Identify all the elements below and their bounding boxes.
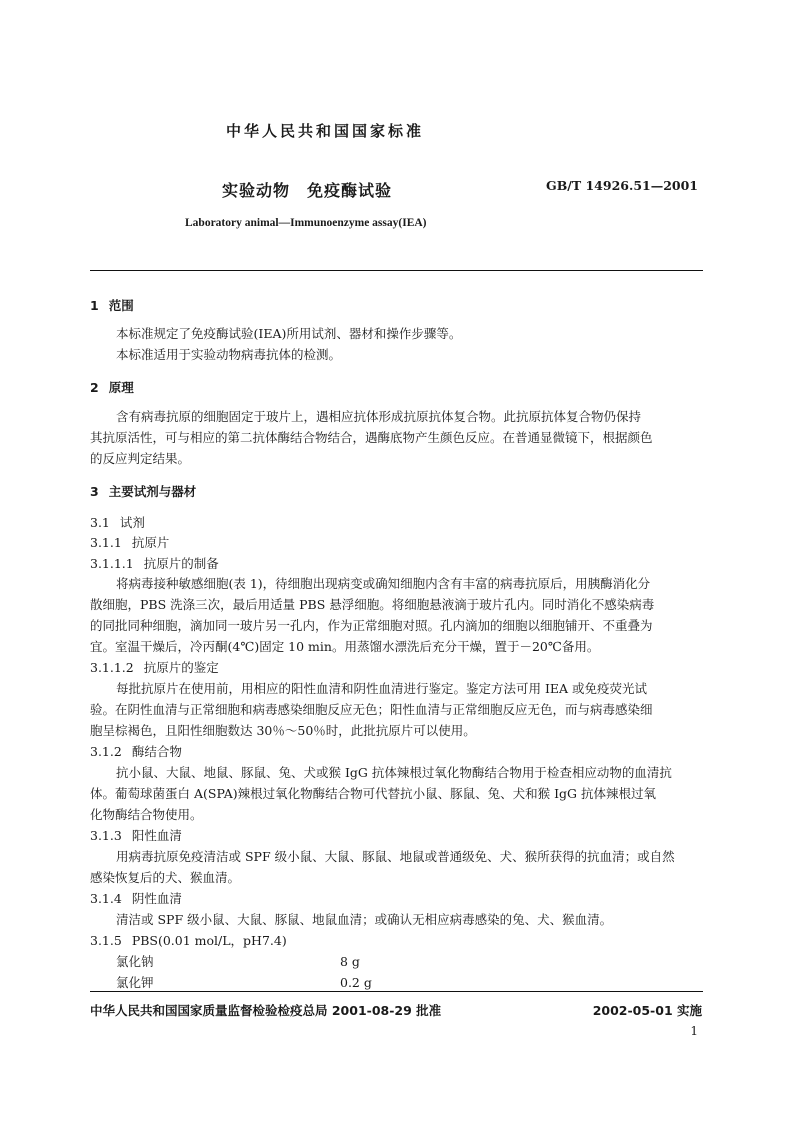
section-1-heading	[90, 296, 134, 314]
section-title: 酶结合物	[131, 744, 182, 759]
document-title: 实验动物 免疫酶试验	[222, 181, 393, 200]
english-subtitle: Laboratory animal—Immunoenzyme assay(IEA)	[185, 217, 427, 229]
section-number: 3	[90, 484, 99, 499]
subsection-3-1-1-1	[90, 554, 219, 572]
subsection-3-1-1-2	[90, 658, 219, 676]
paragraph: 本标准规定了免疫酶试验(IEA)所用试剂、器材和操作步骤等。	[116, 326, 462, 341]
paragraph-line: 化物酶结合物使用。	[90, 807, 203, 822]
subsection-3-1-5	[90, 931, 287, 949]
paragraph-line: 抗小鼠、大鼠、地鼠、豚鼠、兔、犬或猴 IgG 抗体辣根过氧化物酶结合物用于检查相应动物的血清抗	[116, 765, 672, 780]
paragraph-line: 每批抗原片在使用前，用相应的阳性血清和阴性血清进行鉴定。鉴定方法可用 IEA 或免疫荧光试	[116, 681, 648, 696]
reagent-amount: 0.2 g	[340, 975, 372, 990]
paragraph-line: 宜。室温干燥后，冷丙酮(4℃)固定 10 min。用蒸馏水漂洗后充分干燥，置于－20℃备用。	[90, 639, 600, 654]
paragraph-line: 胞呈棕褐色，且阳性细胞数达 30％～50％时，此批抗原片可以使用。	[90, 723, 476, 738]
paragraph-line: 验。在阴性血清与正常细胞和病毒感染细胞反应无色；阳性血清与正常细胞反应无色，而与病毒感染细	[90, 702, 653, 717]
subsection-3-1-3	[90, 826, 182, 844]
subsection-3-1-4	[90, 889, 182, 907]
reagent-name: 氯化钠	[116, 954, 154, 969]
section-number: 3.1.2	[90, 744, 122, 759]
paragraph: 本标准适用于实验动物病毒抗体的检测。	[116, 347, 342, 362]
section-title: 抗原片的制备	[143, 556, 219, 571]
paragraph-line: 清洁或 SPF 级小鼠、大鼠、豚鼠、地鼠血清；或确认无相应病毒感染的兔、犬、猴血清。	[116, 912, 613, 927]
national-standard-heading: 中华人民共和国国家标准	[225, 122, 424, 140]
effective-date: 2002-05-01 实施	[592, 1003, 702, 1018]
page-number: 1	[690, 1024, 698, 1038]
paragraph-line: 用病毒抗原免疫清洁或 SPF 级小鼠、大鼠、豚鼠、地鼠或普通级免、犬、猴所获得的抗血清；或自然	[116, 849, 675, 864]
section-title: 试剂	[119, 515, 145, 530]
header-divider	[90, 270, 703, 271]
reagent-name: 氯化钾	[116, 975, 154, 990]
section-title: PBS(0.01 mol/L，pH7.4)	[131, 933, 287, 948]
section-2-heading	[90, 378, 134, 396]
paragraph-line: 含有病毒抗原的细胞固定于玻片上，遇相应抗体形成抗原抗体复合物。此抗原抗体复合物仍保持	[116, 409, 642, 424]
paragraph-line: 散细胞，PBS 洗涤三次，最后用适量 PBS 悬浮细胞。将细胞悬液滴于玻片孔内。同时消化不感染病毒	[90, 597, 655, 612]
section-title: 原理	[108, 380, 134, 395]
paragraph-line: 将病毒接种敏感细胞(表 1)，待细胞出现病变或确知细胞内含有丰富的病毒抗原后，用胰酶消化分	[116, 576, 651, 591]
section-number: 2	[90, 380, 99, 395]
section-3-heading	[90, 482, 196, 500]
standard-code: GB/T 14926.51—2001	[546, 178, 698, 193]
approval-statement: 中华人民共和国国家质量监督检验检疫总局 2001-08-29 批准	[90, 1003, 442, 1018]
section-title: 阳性血清	[131, 828, 182, 843]
footer-divider	[90, 991, 703, 992]
reagent-amount: 8 g	[340, 954, 360, 969]
section-number: 3.1.1.2	[90, 660, 134, 675]
section-title: 范围	[108, 298, 134, 313]
section-number: 3.1.4	[90, 891, 122, 906]
paragraph-line: 其抗原活性，可与相应的第二抗体酶结合物结合，遇酶底物产生颜色反应。在普通显微镜下，根据颜色	[90, 430, 653, 445]
section-number: 3.1.5	[90, 933, 122, 948]
section-number: 3.1	[90, 515, 110, 530]
section-title: 抗原片的鉴定	[143, 660, 219, 675]
section-number: 3.1.1.1	[90, 556, 134, 571]
paragraph-line: 的反应判定结果。	[90, 451, 191, 466]
subsection-3-1	[90, 513, 145, 531]
section-number: 1	[90, 298, 99, 313]
section-title: 抗原片	[131, 535, 170, 550]
section-title: 阴性血清	[131, 891, 182, 906]
subsection-3-1-2	[90, 742, 182, 760]
paragraph-line: 体。葡萄球菌蛋白 A(SPA)辣根过氧化物酶结合物可代替抗小鼠、豚鼠、兔、犬和猴 IgG 抗体辣根过氧	[90, 786, 656, 801]
paragraph-line: 感染恢复后的犬、猴血清。	[90, 870, 241, 885]
subsection-3-1-1	[90, 533, 169, 551]
section-number: 3.1.1	[90, 535, 122, 550]
paragraph-line: 的同批同种细胞，滴加同一玻片另一孔内，作为正常细胞对照。孔内滴加的细胞以细胞铺开、不重叠为	[90, 618, 653, 633]
section-title: 主要试剂与器材	[108, 484, 197, 499]
section-number: 3.1.3	[90, 828, 122, 843]
